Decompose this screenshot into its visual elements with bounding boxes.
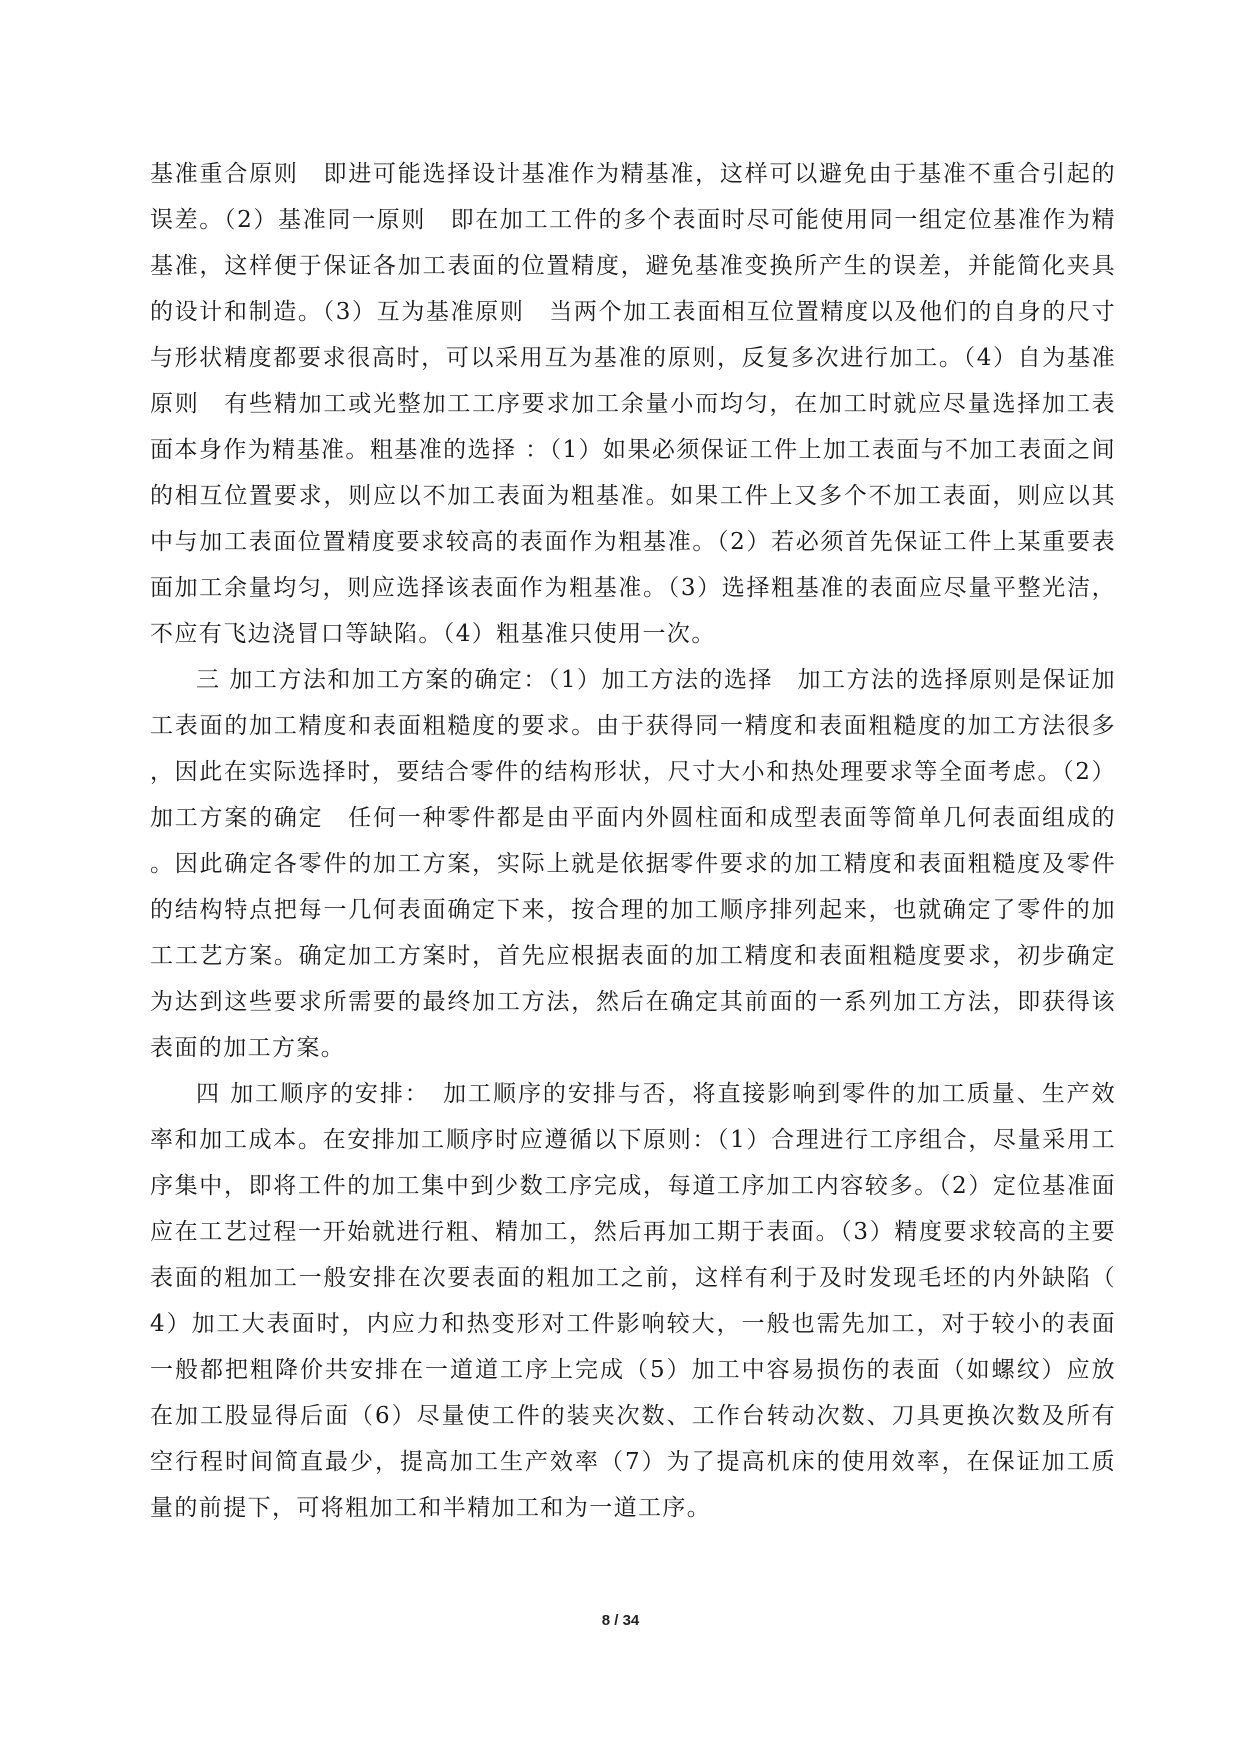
paragraph-machining-methods: 三 加工方法和加工方案的确定：（1）加工方法的选择 加工方法的选择原则是保证加工表面的加工精度和表面粗糙度的要求。由于获得同一精度和表面粗糙度的加工方法很多，因此在实际选择时，要结合零件的结构形状，尺寸大小和热处理要求等全面考虑。（2）加工方案的确定 任何一种零件都是由平面内外圆柱面和成型表面等简单几何表面组成的。因此确定各零件的加工方案，实际上就是依据零件要求的加工精度和表面粗糙度及零件的结构特点把每一几何表面确定下来，按合理的加工顺序排列起来，也就确定了零件的加工工艺方案。确定加工方案时，首先应根据表面的加工精度和表面粗糙度要求，初步确定为达到这些要求所需要的最终加工方法，然后在确定其前面的一系列加工方法，即获得该表面的加工方案。 bbox=[150, 667, 1116, 1061]
document-body bbox=[150, 151, 1116, 1531]
paragraph-machining-sequence: 四 加工顺序的安排： 加工顺序的安排与否，将直接影响到零件的加工质量、生产效率和加工成本。在安排加工顺序时应遵循以下原则：（1）合理进行工序组合，尽量采用工序集中，即将工件的加工集中到少数工序完成，每道工序加工内容较多。（2）定位基准面应在工艺过程一开始就进行粗、精加工，然后再加工期于表面。（3）精度要求较高的主要表面的粗加工一般安排在次要表面的粗加工之前，这样有利于及时发现毛坯的内外缺陷（4）加工大表面时，内应力和热变形对工件影响较大，一般也需先加工，对于较小的表面一般都把粗降价共安排在一道道工序上完成（5）加工中容易损伤的表面（如螺纹）应放在加工股显得后面（6）尽量使工件的装夹次数、工作台转动次数、刀具更换次数及所有空行程时间简直最少，提高加工生产效率（7）为了提高机床的使用效率，在保证加工质量的前提下，可将粗加工和半精加工和为一道工序。 bbox=[150, 1081, 1116, 1521]
page-number: 8 / 34 bbox=[601, 1612, 640, 1629]
paragraph-datum-principles: 基准重合原则 即进可能选择设计基准作为精基准，这样可以避免由于基准不重合引起的误差。（2）基准同一原则 即在加工工件的多个表面时尽可能使用同一组定位基准作为精基准，这样便于保证各加工表面的位置精度，避免基准变换所产生的误差，并能简化夹具的设计和制造。（3）互为基准原则 当两个加工表面相互位置精度以及他们的自身的尺寸与形状精度都要求很高时，可以采用互为基准的原则，反复多次进行加工。（4）自为基准原则 有些精加工或光整加工工序要求加工余量小而均匀，在加工时就应尽量选择加工表面本身作为精基准。粗基准的选择 ：（1）如果必须保证工件上加工表面与不加工表面之间的相互位置要求，则应以不加工表面为粗基准。如果工件上又多个不加工表面，则应以其中与加工表面位置精度要求较高的表面作为粗基准。（2）若必须首先保证工件上某重要表面加工余量均匀，则应选择该表面作为粗基准。（3）选择粗基准的表面应尽量平整光洁，不应有飞边浇冒口等缺陷。（4）粗基准只使用一次。 bbox=[150, 161, 1116, 647]
